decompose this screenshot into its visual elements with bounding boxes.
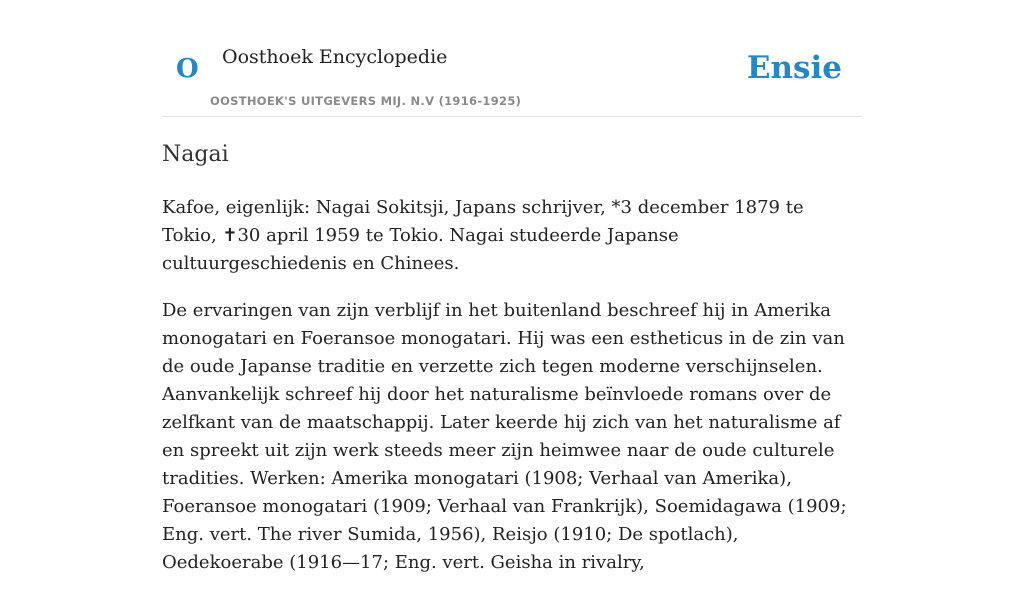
ensie-brand-link[interactable]: Ensie [746,50,842,86]
article-title: Nagai [162,142,229,167]
publisher-subtitle: OOSTHOEK'S UITGEVERS MIJ. N.V (1916-1925) [210,94,522,108]
site-title[interactable]: Oosthoek Encyclopedie [222,46,448,68]
encyclopedia-logo[interactable]: O [176,54,199,84]
article-content [162,140,862,596]
article-paragraph: De ervaringen van zijn verblijf in het buitenland beschreef hij in Amerika monogatari en Foeransoe monogatari. Hij was een estheticus in de zin van de oude Japanse traditie en verzette zich tegen moderne verschijnselen. Aanvankelijk schreef hij door het naturalisme beïnvloede romans over de zelfkant van de maatschappij. Later keerde hij zich van het naturalisme af en spreekt uit zijn werk steeds meer zijn heimwee naar de oude culturele tradities. Werken: Amerika monogatari (1908; Verhaal van Amerika), Foeransoe monogatari (1909; Verhaal van Frankrijk), Soemidagawa (1909; Eng. vert. The river Sumida, 1956), Reisjo (1910; De spotlach), Oedekoerabe (1916—17; Eng. vert. Geisha in rivalry, [162,300,847,573]
article-paragraph: Kafoe, eigenlijk: Nagai Sokitsji, Japans schrijver, *3 december 1879 te Tokio, ✝30 april 1959 te Tokio. Nagai studeerde Japanse cultuurgeschiedenis en Chinees. [162,197,804,274]
site-header [162,40,862,117]
